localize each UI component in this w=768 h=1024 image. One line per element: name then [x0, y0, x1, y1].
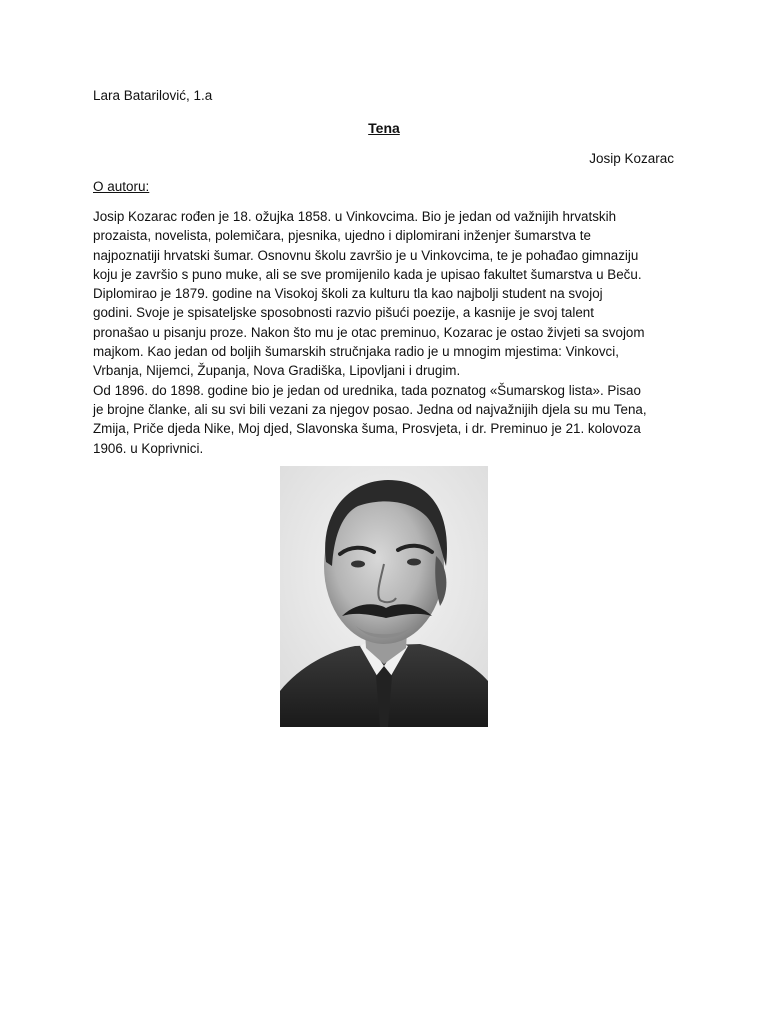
biography-paragraph [93, 207, 683, 458]
paragraph-line: je brojne članke, ali su svi bili vezani za njegov posao. Jedna od najvažnijih djela su mu Tena, [93, 401, 647, 417]
paragraph-line: 1906. u Koprivnici. [93, 440, 204, 456]
paragraph-line: Od 1896. do 1898. godine bio je jedan od urednika, tada poznatog «Šumarskog lista». Pisao [93, 382, 641, 398]
author-name: Josip Kozarac [589, 151, 674, 166]
paragraph-line: godini. Svoje je spisateljske sposobnosti razvio pišući poezije, a kasnije je svoj talent [93, 305, 594, 321]
paragraph-line: Vrbanja, Nijemci, Županja, Nova Gradiška, Lipovljani i drugim. [93, 363, 461, 379]
paragraph-line: koju je završio s puno muke, ali se sve promijenilo kada je upisao fakultet šumarstva u Beču. [93, 266, 642, 282]
paragraph-line: Josip Kozarac rođen je 18. ožujka 1858. u Vinkovcima. Bio je jedan od važnijih hrvatskih [93, 209, 617, 224]
student-name-class: Lara Batarilović, 1.a [93, 88, 213, 103]
paragraph-line: prozaista, novelista, polemičara, pjesnika, ujedno i diplomirani inženjer šumarstva te [93, 228, 591, 244]
paragraph-line: najpoznatiji hrvatski šumar. Osnovnu školu završio je u Vinkovcima, te je pohađao gimnaziju [93, 247, 639, 263]
document-title: Tena [368, 120, 400, 136]
section-heading: O autoru: [93, 179, 150, 194]
paragraph-line: pronašao u pisanju proze. Nakon što mu je otac preminuo, Kozarac je ostao živjeti sa svojom [93, 324, 645, 340]
paragraph-line: Diplomirao je 1879. godine na Visokoj školi za kulturu tla kao najbolji student na svojoj [93, 286, 603, 302]
paragraph-line: Zmija, Priče djeda Nike, Moj djed, Slavonska šuma, Prosvjeta, i dr. Preminuo je 21. kolovoza [93, 421, 641, 437]
paragraph-line: majkom. Kao jedan od boljih šumarskih stručnjaka radio je u mnogim mjestima: Vinkovci, [93, 344, 619, 360]
author-portrait-photo [280, 466, 488, 727]
